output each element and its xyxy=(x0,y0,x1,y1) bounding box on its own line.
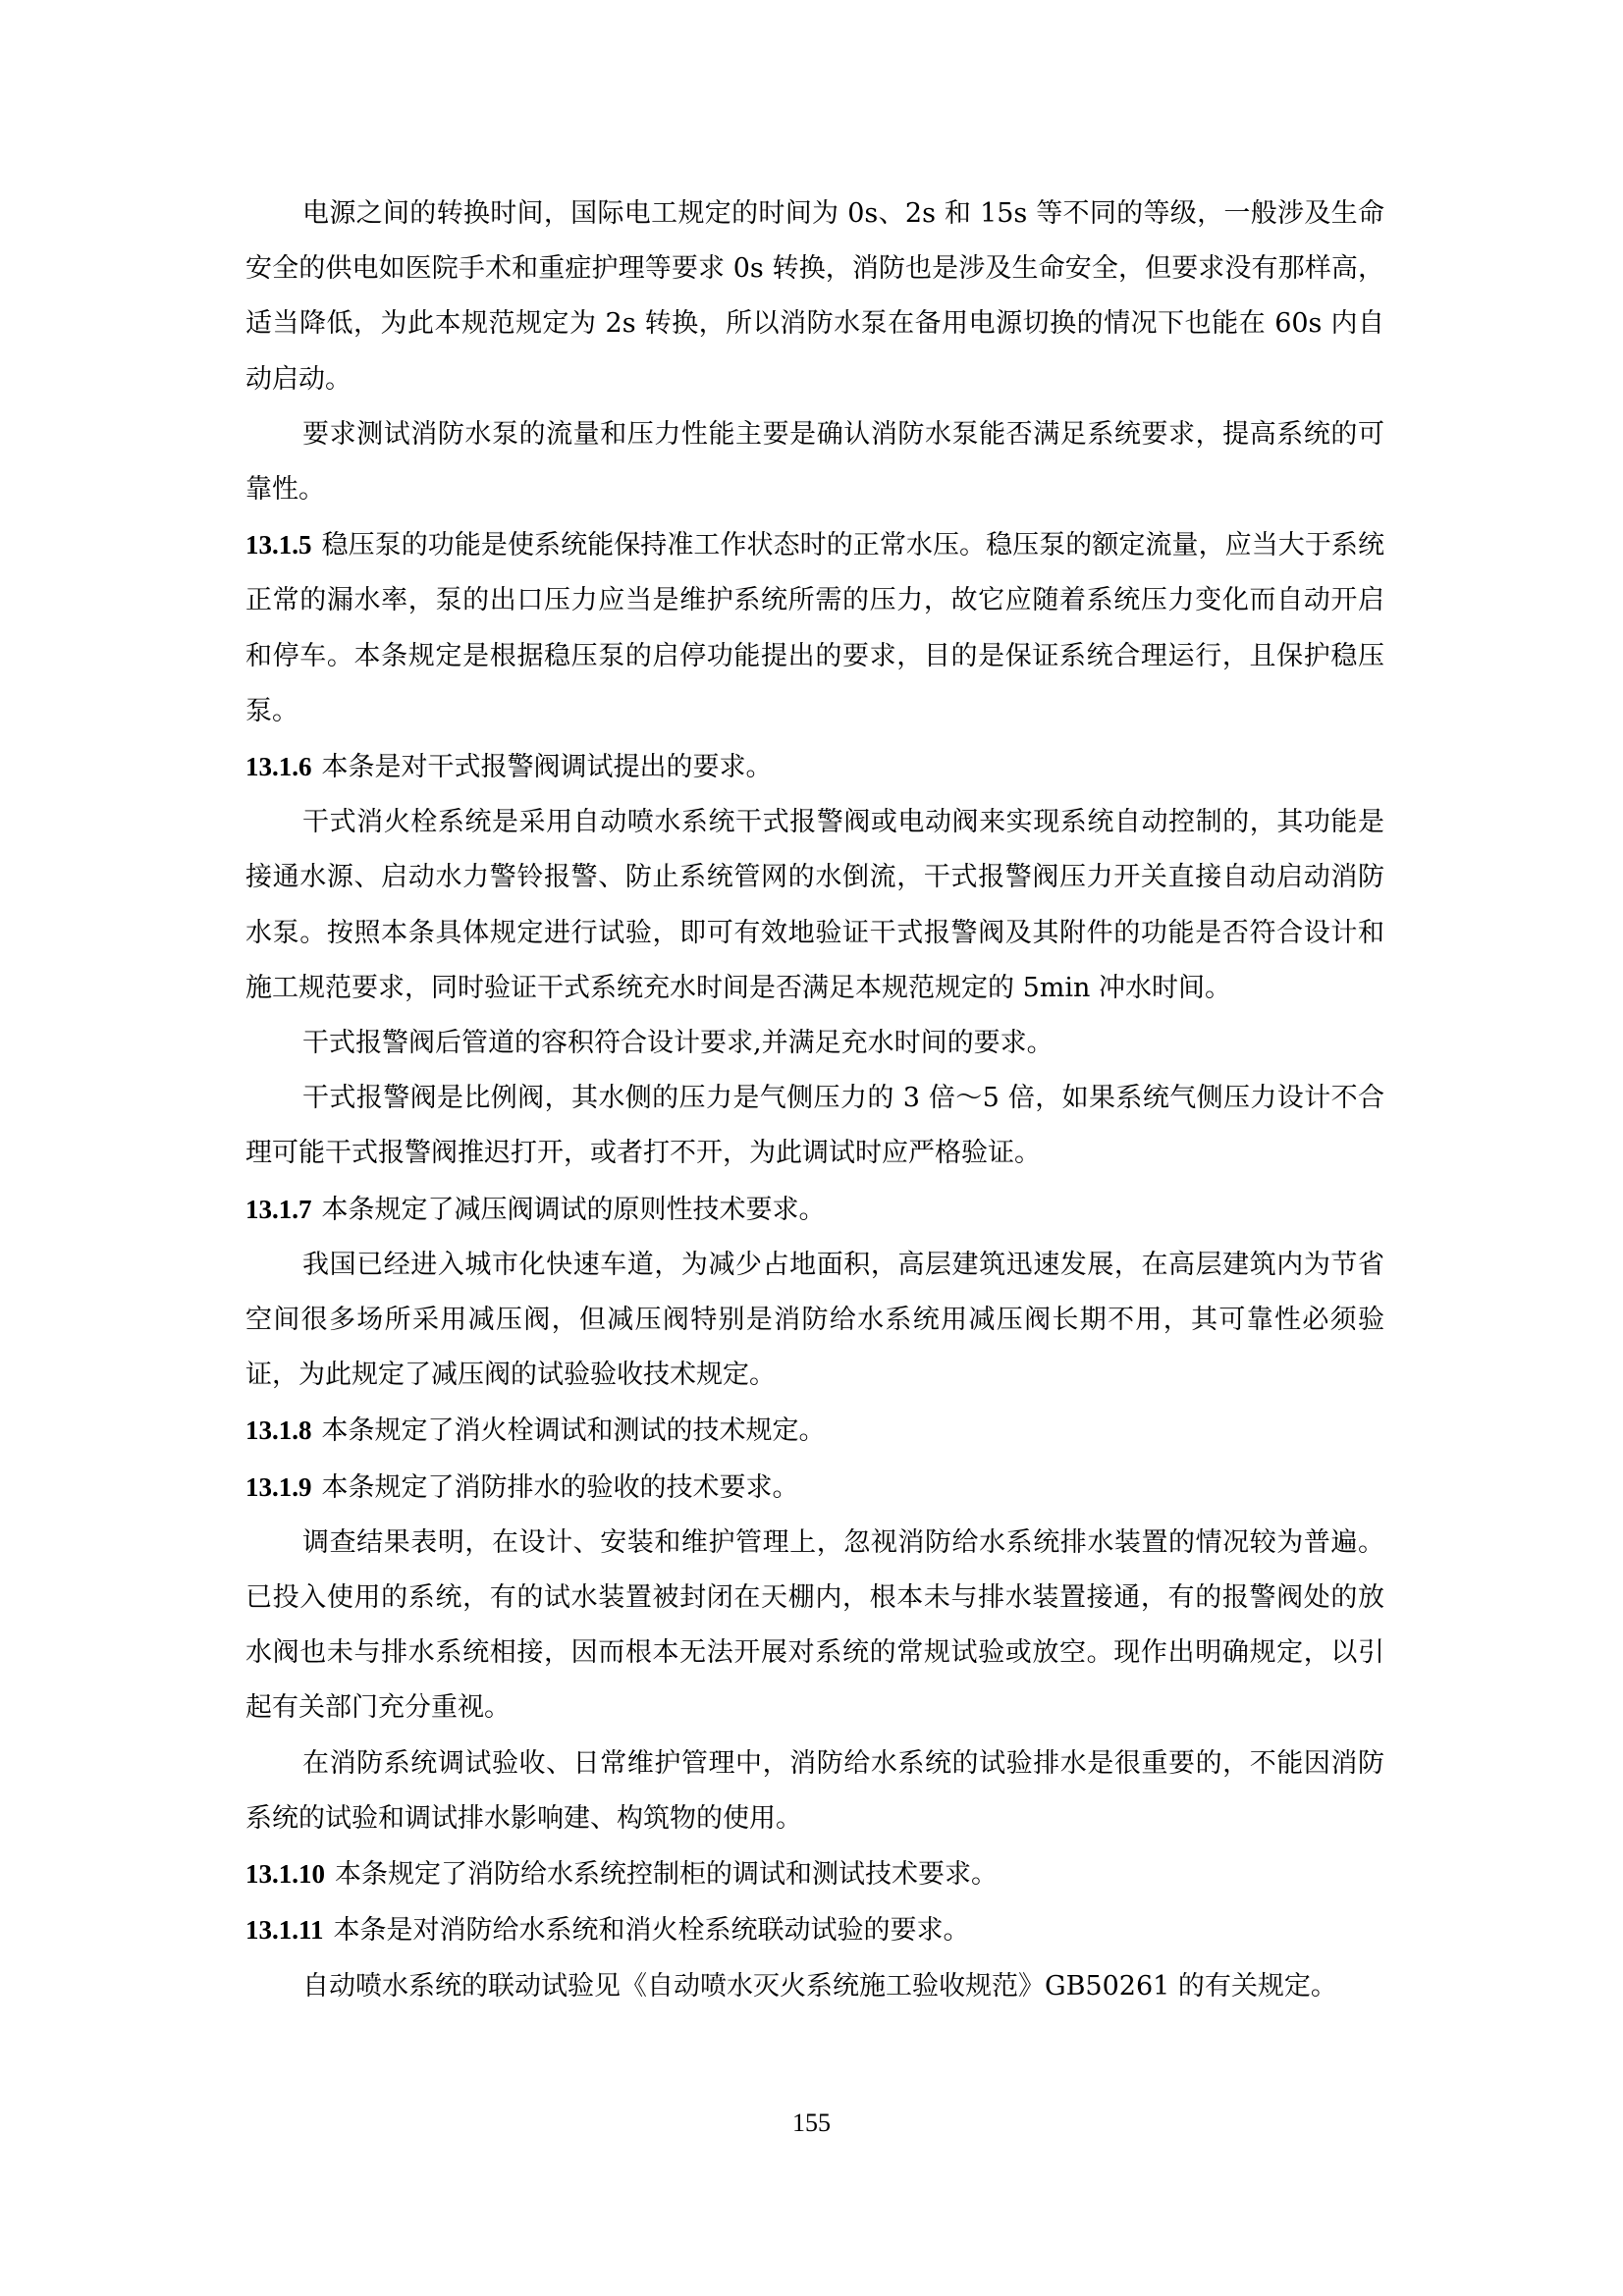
clause-number: 13.1.5 xyxy=(245,530,312,561)
paragraph-text: 本条规定了减压阀调试的原则性技术要求。 xyxy=(321,1194,826,1225)
paragraph-text: 本条是对消防给水系统和消火栓系统联动试验的要求。 xyxy=(333,1915,970,1947)
paragraph-text: 电源之间的转换时间，国际电工规定的时间为 0s、2s 和 15s 等不同的等级，一般涉及生命安全的供电如医院手术和重症护理等要求 0s 转换，消防也是涉及生命安全，但要求没有那样高，适当降低，为此本规范规定为 2s 转换，所以消防水泵在备用电源切换的情况下也能在 60s 内自动启动。 xyxy=(245,198,1384,395)
paragraph-text: 本条规定了消火栓调试和测试的技术规定。 xyxy=(321,1415,826,1447)
paragraph xyxy=(245,407,1384,517)
paragraph xyxy=(245,1071,1384,1181)
clause-paragraph xyxy=(245,1846,1384,1902)
paragraph xyxy=(245,795,1384,1016)
paragraph-text: 在消防系统调试验收、日常维护管理中，消防给水系统的试验排水是很重要的，不能因消防系统的试验和调试排水影响建、构筑物的使用。 xyxy=(245,1747,1384,1834)
paragraph-text: 本条规定了消防给水系统控制柜的调试和测试技术要求。 xyxy=(335,1859,998,1891)
clause-number: 13.1.7 xyxy=(245,1194,312,1224)
clause-paragraph xyxy=(245,739,1384,795)
body-text xyxy=(245,187,1384,2014)
paragraph-text: 调查结果表明，在设计、安装和维护管理上，忽视消防给水系统排水装置的情况较为普遍。已投入使用的系统，有的试水装置被封闭在天棚内，根本未与排水装置接通，有的报警阀处的放水阀也未与排水系统相接，因而根本无法开展对系统的常规试验或放空。现作出明确规定，以引起有关部门充分重视。 xyxy=(245,1526,1384,1724)
paragraph-text: 稳压泵的功能是使系统能保持准工作状态时的正常水压。稳压泵的额定流量，应当大于系统正常的漏水率，泵的出口压力应当是维护系统所需的压力，故它应随着系统压力变化而自动开启和停车。本条规定是根据稳压泵的启停功能提出的要求，目的是保证系统合理运行，且保护稳压泵。 xyxy=(245,530,1384,726)
paragraph-text: 自动喷水系统的联动试验见《自动喷水灭火系统施工验收规范》GB50261 的有关规定。 xyxy=(302,1970,1337,2002)
clause-number: 13.1.8 xyxy=(245,1415,312,1446)
paragraph-text: 要求测试消防水泵的流量和压力性能主要是确认消防水泵能否满足系统要求，提高系统的可靠性。 xyxy=(245,418,1384,506)
clause-number: 13.1.6 xyxy=(245,752,312,782)
paragraph-text: 干式消火栓系统是采用自动喷水系统干式报警阀或电动阀来实现系统自动控制的，其功能是接通水源、启动水力警铃报警、防止系统管网的水倒流，干式报警阀压力开关直接自动启动消防水泵。按照本条具体规定进行试验，即可有效地验证干式报警阀及其附件的功能是否符合设计和施工规范要求，同时验证干式系统充水时间是否满足本规范规定的 5min 冲水时间。 xyxy=(245,807,1384,1003)
clause-paragraph xyxy=(245,1460,1384,1516)
paragraph-text: 我国已经进入城市化快速车道，为减少占地面积，高层建筑迅速发展，在高层建筑内为节省空间很多场所采用减压阀，但减压阀特别是消防给水系统用减压阀长期不用，其可靠性必须验证，为此规定了减压阀的试验验收技术规定。 xyxy=(245,1249,1384,1391)
clause-paragraph xyxy=(245,1182,1384,1238)
page-number: 155 xyxy=(792,2109,831,2137)
paragraph-text: 本条规定了消防排水的验收的技术要求。 xyxy=(321,1471,799,1503)
paragraph xyxy=(245,1238,1384,1404)
paragraph-text: 干式报警阀是比例阀，其水侧的压力是气侧压力的 3 倍～5 倍，如果系统气侧压力设计不合理可能干式报警阀推迟打开，或者打不开，为此调试时应严格验证。 xyxy=(245,1083,1384,1169)
clause-number: 13.1.9 xyxy=(245,1471,312,1502)
paragraph xyxy=(245,1959,1384,2014)
paragraph-text: 本条是对干式报警阀调试提出的要求。 xyxy=(321,752,773,783)
clause-number: 13.1.10 xyxy=(245,1859,325,1890)
clause-paragraph xyxy=(245,1902,1384,1958)
paragraph-text: 干式报警阀后管道的容积符合设计要求,并满足充水时间的要求。 xyxy=(302,1028,1054,1059)
clause-paragraph xyxy=(245,517,1384,739)
paragraph xyxy=(245,1736,1384,1846)
paragraph xyxy=(245,187,1384,407)
clause-number: 13.1.11 xyxy=(245,1915,324,1946)
paragraph xyxy=(245,1016,1384,1071)
paragraph xyxy=(245,1516,1384,1736)
clause-paragraph xyxy=(245,1403,1384,1459)
